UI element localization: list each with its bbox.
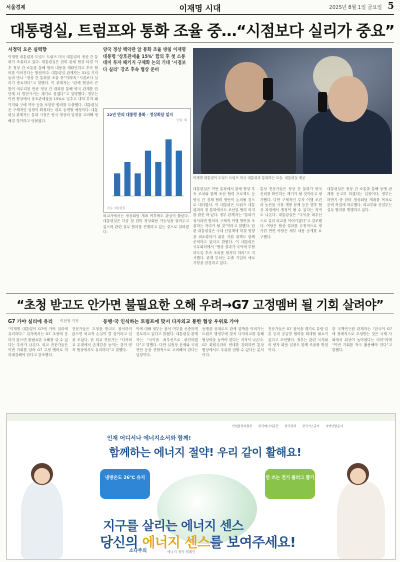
energy-campaign-ad[interactable] (6, 413, 396, 560)
ad-subheadline: 인재 어디서나 에너지소서와 함께! (107, 436, 192, 442)
summit-graph (103, 108, 191, 213)
ad-tagline-1: 지구를 살리는 에너지 센스 (103, 518, 244, 533)
second-headline: “초청 받고도 안가면 불필요한 오해 우려→G7 고정멤버 될 기회 살려야” (16, 298, 384, 312)
ad-brand: 소다주의 (129, 549, 147, 554)
graph-bar (155, 162, 161, 196)
section-rule (6, 293, 394, 294)
headline-rule (6, 42, 394, 43)
page-header (6, 3, 394, 13)
graph-title: 22년 만의 대통령 통화 · 정상회담 일지 (107, 112, 174, 117)
graph-bar (165, 139, 171, 196)
graph-bar (114, 173, 120, 196)
issue-date: 2025년 8월 1일 금요일 (329, 5, 382, 11)
sponsor-logo: 지역난방공사 (325, 424, 343, 428)
graph-bar (135, 173, 141, 196)
sponsor-logo: 산업통상자원부 (232, 424, 253, 428)
story1-column-1: 이재명 대통령과 도널드 트럼프 미국 대통령의 정상 간 통화가 조율되고 있다. 대통령실은 한미 관세 협상 타결 이후 정상 간 소통을 통해 합의 내용을 재확인하고 후속 협의를 이어간다는 방침이다. 대통령실 관계자는 31일 기자들과 만나 “정상 간 통화를 조율 중”이라며 “시점보다 실리가 중요하다”고 말했다. 이 관계자는 “관세 협상의 큰 틀이 마무리된 만큼 정상 간 대화를 통해 양국 관계를 한 단계 더 발전시키는 계기로 삼겠다”고 설명했다. 정부는 이번 협상에서 상호관세율을 15%로 낮추고 대미 투자 패키지와 구매 약속 등을 포함한 합의를 도출했다. 대통령실은 구체적인 일정이 확정되는 대로 공개할 예정이다. 대통령실 관계자는 통화 시점은 양국 정상의 일정을 고려해 정해질 것이라고 덧붙였다. (8, 55, 98, 123)
sponsor-logo: 한국가스공사 (302, 424, 320, 428)
main-headline: 대통령실, 트럼프와 통화 조율 중…“시점보다 실리가 중요” (10, 22, 395, 40)
story1-column-5: 대통령실은 정상 간 소통을 통해 동맹 관계를 공고히 하겠다는 입장이다. 정부는 하반기 중 한미 정상회담 개최를 목표로 준비 작업에 착수했다. 외교부와 산업부는 실무 협의를 병행하고 있다. (327, 187, 392, 213)
sponsor-logo: 한국전력 (284, 424, 297, 428)
graph-bars (112, 139, 184, 196)
story2-subhead-right: 동맹·국 인식하는 트럼프에 맞서 다자외교 통한 협상 우위로 가야 (103, 320, 239, 325)
story2-column-6: 한 국책연구원 관계자는 “한국이 G7에 정례적으로 초청받는 것은 국제 사회에서 위상이 높아졌다는 의미”라며 “이번 기회를 적극 활용해야 한다”고 말했다. (332, 327, 392, 353)
story1-column-4: 통상 전문가들은 정상 간 통화가 양국 신뢰를 확인하는 계기가 될 것이라고 평가했다. 다만 구체적인 투자 이행 조건과 농산물 시장 개방 문제 등은 향후 협상 과정에서 쟁점이 될 수 있다는 지적도 나온다. 대통령실은 “국익을 최우선으로 실리 외교를 이어가겠다”고 강조했다. 여당은 협상 결과를 긍정적으로 평가한 반면 야당은 세부 내용 공개를 요구했다. (260, 187, 322, 239)
story2-column-5: 전문가들은 G7 참석을 계기로 유럽·일본 등과 공급망 협력을 확대할 필요가 있다고 조언했다. 정부는 관련 국가와의 양자 회담 일정도 함께 조율할 방침이다. (268, 327, 328, 353)
header-rule (6, 14, 394, 15)
story2-subhead-left: G7 가야 실리에 유리 (8, 320, 53, 325)
sponsor-logo: 한국에너지공단 (258, 424, 279, 428)
story1-column-2: 외교가에서는 정상회담 개최 여부에도 관심이 쏠린다. 대통령실은 다음 달 한미 정상회담 가능성을 열어두고 있으며 관련 실무 협의를 진행하고 있는 것으로 알려졌다. (103, 214, 189, 234)
story1-column-3: 대통령실은 이번 통화에서 관세 협상 후속 조치와 함께 조선 협력 프로젝트 등 양국 간 경제 협력 방안이 논의될 것으로 내다봤다. 이 대통령은 트럼프 대통령과의 첫 통화에서도 조선업 협력 의지를 밝힌 바 있다. 정부 관계자는 “통화가 성사되면 합의의 구체적 이행 방안을 조율하는 자리가 될 것”이라고 말했다. 한편 대통령실은 국내 산업계에 미칠 영향을 최소화하기 위한 지원 대책도 함께 준비하고 있다고 밝혔다. 이 대통령은 국무회의에서 “협상 결과가 국익에 부합하도록 후속 조치를 철저히 하라”고 지시했다. 관계 부처는 수출 기업의 애로사항을 점검하고 있다. (193, 187, 255, 266)
section-title: 이재명 시대 (179, 3, 221, 13)
ad-model-right (337, 481, 385, 559)
graph-source: 자료: 대통령실 (107, 206, 126, 210)
story1-subhead: 서정덕 오은 실력향 (8, 48, 47, 53)
graph-bar (145, 151, 151, 196)
ad-sponsor-logos (232, 424, 392, 430)
story2-byline: 이현정 기자 (60, 319, 79, 323)
graph-bar (176, 151, 182, 196)
ad-tip-card-right: 안 쓰는 전기 플러그 뽑기 (265, 469, 315, 499)
graph-bar (124, 162, 130, 196)
photo-caption: 이재명 대통령이 도널드 트럼프 미국 대통령과 통화하는 모습. 대통령실 제공 (193, 176, 306, 180)
story2-column-3: 이에 대해 정부는 참석 여부를 신중하게 검토하고 있다고 밝혔다. 대통령실 관계자는 “국익을 최우선으로 판단하겠다”고 말했다. 다만 일정상 문제와 국내 현안 등을 종합적으로 고려해야 한다는 입장이다. (136, 327, 198, 358)
story2-column-4: 동맹을 상대로도 관세 압박을 이어가는 트럼프 행정부에 맞서 다자외교를 통해 협상력을 높여야 한다는 지적이 나온다. G7 회원국과의 연대를 강화하면 통상 협상에서도 우위를 점할 수 있다는 분석이다. (202, 327, 264, 358)
face-right (328, 76, 368, 122)
headline2-rule (6, 313, 394, 314)
ad-headline: 함께하는 에너지 절약! 우리 같이 활해요! (109, 446, 302, 459)
ad-tip-card-left: 냉방온도 26℃ 유지 (100, 469, 150, 499)
publication-name: 서울경제 (6, 5, 26, 11)
phone-left (263, 78, 273, 100)
ad-brand-sub: 에너지 절약 캠페인 (167, 550, 196, 554)
story2-column-2: 전문가들은 초청을 받고도 참석하지 않으면 외교적 손실이 클 것이라고 입을 모았다. 한 외교 전문가는 “다자외교 무대에서 존재감을 높이는 것이 양자 협상에서도 유리하다”고 말했다. (72, 327, 132, 353)
graph-plot (104, 124, 190, 204)
graph-unit: 단위: 회 (176, 118, 187, 122)
ad-model-left (21, 481, 63, 559)
page-number: 5 (387, 2, 394, 12)
story1-photo (193, 48, 392, 174)
ad-tagline-2: 당신의 에너지 센스를 보여주세요! (100, 535, 296, 551)
story2-column-1: “이재명 대통령이 G7에 가야 실리에 유리하다.” 일각에서는 G7 초청에 응하지 않으면 불필요한 오해를 살 수 있다는 우려가 나온다. 외교 전문가들은 이번 기회를 살려 G7 고정 멤버로 자리매김해야 한다고 강조했다. (8, 327, 68, 358)
story1-lede: 양국 정상 백악관 앞 통화 조율 방침 이재명 대통령 ‘상호관세율 15%’ 합의 후 첫 소통 대미 투자 패키지 구체화 논의 기대 ‘시점보다 실리’ 강조 후속 협상 준비 (103, 48, 186, 73)
phone-right (318, 92, 327, 112)
